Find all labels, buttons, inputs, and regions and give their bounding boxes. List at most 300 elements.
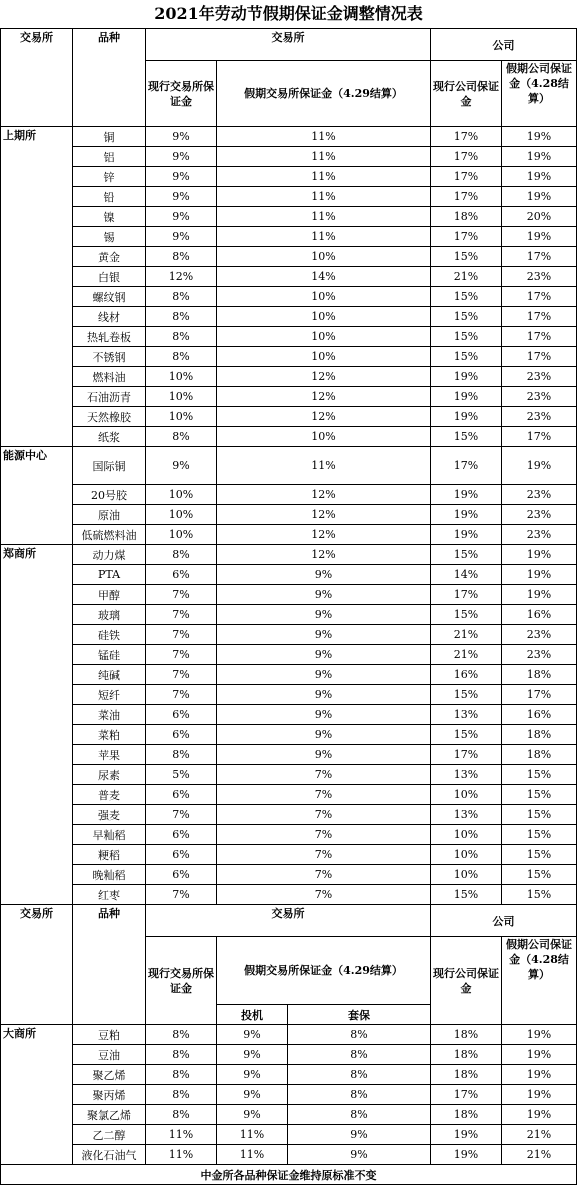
col-header-exchange: 交易所 [1, 905, 73, 1025]
current-company-margin-cell: 17% [431, 447, 502, 485]
current-exchange-margin-cell: 8% [146, 307, 217, 327]
holiday-company-margin-cell: 17% [502, 287, 577, 307]
holiday-company-margin-cell: 19% [502, 447, 577, 485]
holiday-company-margin-cell: 21% [502, 1145, 577, 1165]
holiday-company-margin-cell: 19% [502, 187, 577, 207]
holiday-exchange-margin-cell: 12% [217, 367, 431, 387]
current-exchange-margin-cell: 7% [146, 685, 217, 705]
holiday-hedge-margin-cell: 8% [288, 1105, 431, 1125]
holiday-exchange-margin-cell: 10% [217, 287, 431, 307]
current-company-margin-cell: 15% [431, 885, 502, 905]
holiday-company-margin-cell: 15% [502, 845, 577, 865]
holiday-company-margin-cell: 23% [502, 407, 577, 427]
table-row [1, 427, 577, 447]
holiday-exchange-margin-cell: 11% [217, 127, 431, 147]
holiday-company-margin-cell: 19% [502, 1105, 577, 1125]
variety-cell: 普麦 [73, 785, 146, 805]
table-row [1, 287, 577, 307]
holiday-company-margin-cell: 23% [502, 367, 577, 387]
holiday-speculation-margin-cell: 9% [217, 1045, 288, 1065]
holiday-company-margin-cell: 15% [502, 805, 577, 825]
current-exchange-margin-cell: 6% [146, 845, 217, 865]
variety-cell: 硅铁 [73, 625, 146, 645]
current-company-margin-cell: 18% [431, 207, 502, 227]
current-company-margin-cell: 17% [431, 187, 502, 207]
col-header-exchange: 交易所 [1, 29, 73, 127]
current-exchange-margin-cell: 6% [146, 725, 217, 745]
table-row [1, 387, 577, 407]
margin-table-sheet [0, 28, 577, 1185]
holiday-exchange-margin-cell: 11% [217, 447, 431, 485]
current-company-margin-cell: 18% [431, 1045, 502, 1065]
current-exchange-margin-cell: 10% [146, 485, 217, 505]
variety-cell: 锡 [73, 227, 146, 247]
holiday-company-margin-cell: 19% [502, 1065, 577, 1085]
variety-cell: 镍 [73, 207, 146, 227]
current-exchange-margin-cell: 8% [146, 347, 217, 367]
current-exchange-margin-cell: 9% [146, 447, 217, 485]
current-company-margin-cell: 21% [431, 625, 502, 645]
current-exchange-margin-cell: 8% [146, 427, 217, 447]
current-company-margin-cell: 21% [431, 645, 502, 665]
variety-cell: 苹果 [73, 745, 146, 765]
holiday-company-margin-cell: 19% [502, 147, 577, 167]
holiday-exchange-margin-cell: 9% [217, 665, 431, 685]
holiday-company-margin-cell: 17% [502, 427, 577, 447]
variety-cell: 螺纹钢 [73, 287, 146, 307]
variety-cell: 豆粕 [73, 1025, 146, 1045]
table-row [1, 1105, 577, 1125]
table-row [1, 407, 577, 427]
col-header-exchange-group: 交易所 [146, 29, 431, 61]
current-company-margin-cell: 18% [431, 1025, 502, 1045]
table-row [1, 1045, 577, 1065]
holiday-exchange-margin-cell: 9% [217, 745, 431, 765]
current-company-margin-cell: 17% [431, 745, 502, 765]
current-company-margin-cell: 10% [431, 785, 502, 805]
current-exchange-margin-cell: 8% [146, 545, 217, 565]
holiday-company-margin-cell: 15% [502, 865, 577, 885]
current-exchange-margin-cell: 8% [146, 287, 217, 307]
table-row [1, 845, 577, 865]
table-row [1, 1065, 577, 1085]
variety-cell: 粳稻 [73, 845, 146, 865]
current-company-margin-cell: 17% [431, 585, 502, 605]
variety-cell: 铝 [73, 147, 146, 167]
current-exchange-margin-cell: 8% [146, 1105, 217, 1125]
holiday-company-margin-cell: 23% [502, 387, 577, 407]
holiday-exchange-margin-cell: 7% [217, 785, 431, 805]
col-header-exchange-group: 交易所 [146, 905, 431, 937]
holiday-exchange-margin-cell: 10% [217, 307, 431, 327]
holiday-exchange-margin-cell: 7% [217, 885, 431, 905]
current-exchange-margin-cell: 8% [146, 745, 217, 765]
current-exchange-margin-cell: 10% [146, 367, 217, 387]
table-row [1, 765, 577, 785]
table-row [1, 247, 577, 267]
current-exchange-margin-cell: 8% [146, 1045, 217, 1065]
current-company-margin-cell: 17% [431, 167, 502, 187]
col-header-holiday-company-margin: 假期公司保证金（4.28结算） [502, 937, 577, 1025]
holiday-hedge-margin-cell: 9% [288, 1125, 431, 1145]
holiday-exchange-margin-cell: 7% [217, 865, 431, 885]
col-header-holiday-company-margin: 假期公司保证金（4.28结算） [502, 61, 577, 127]
variety-cell: 动力煤 [73, 545, 146, 565]
current-exchange-margin-cell: 8% [146, 327, 217, 347]
holiday-company-margin-cell: 17% [502, 327, 577, 347]
current-company-margin-cell: 10% [431, 825, 502, 845]
variety-cell: 豆油 [73, 1045, 146, 1065]
holiday-company-margin-cell: 15% [502, 885, 577, 905]
table-row [1, 227, 577, 247]
table-row [1, 147, 577, 167]
current-company-margin-cell: 15% [431, 725, 502, 745]
holiday-speculation-margin-cell: 9% [217, 1065, 288, 1085]
holiday-exchange-margin-cell: 9% [217, 705, 431, 725]
table-row [1, 367, 577, 387]
holiday-exchange-margin-cell: 9% [217, 625, 431, 645]
table-row [1, 307, 577, 327]
current-exchange-margin-cell: 7% [146, 645, 217, 665]
table-row [1, 207, 577, 227]
current-exchange-margin-cell: 9% [146, 167, 217, 187]
holiday-exchange-margin-cell: 12% [217, 525, 431, 545]
variety-cell: 短纤 [73, 685, 146, 705]
col-header-current-company-margin: 现行公司保证金 [431, 937, 502, 1025]
holiday-speculation-margin-cell: 9% [217, 1085, 288, 1105]
holiday-exchange-margin-cell: 10% [217, 327, 431, 347]
variety-cell: 热轧卷板 [73, 327, 146, 347]
holiday-hedge-margin-cell: 8% [288, 1085, 431, 1105]
current-exchange-margin-cell: 11% [146, 1145, 217, 1165]
holiday-exchange-margin-cell: 12% [217, 545, 431, 565]
variety-cell: 石油沥青 [73, 387, 146, 407]
holiday-exchange-margin-cell: 9% [217, 645, 431, 665]
current-company-margin-cell: 13% [431, 705, 502, 725]
table-row [1, 665, 577, 685]
col-header-current-exchange-margin: 现行交易所保证金 [146, 937, 217, 1025]
holiday-exchange-margin-cell: 11% [217, 207, 431, 227]
variety-cell: 燃料油 [73, 367, 146, 387]
table-row [1, 785, 577, 805]
variety-cell: 尿素 [73, 765, 146, 785]
current-exchange-margin-cell: 10% [146, 505, 217, 525]
col-header-company-group: 公司 [431, 29, 577, 61]
holiday-company-margin-cell: 17% [502, 347, 577, 367]
table-row [1, 127, 577, 147]
current-company-margin-cell: 19% [431, 505, 502, 525]
holiday-company-margin-cell: 23% [502, 645, 577, 665]
holiday-company-margin-cell: 23% [502, 267, 577, 287]
current-exchange-margin-cell: 9% [146, 127, 217, 147]
variety-cell: 红枣 [73, 885, 146, 905]
holiday-exchange-margin-cell: 10% [217, 247, 431, 267]
holiday-speculation-margin-cell: 9% [217, 1105, 288, 1125]
table-row [1, 505, 577, 525]
table-row [1, 1145, 577, 1165]
col-header-current-company-margin: 现行公司保证金 [431, 61, 502, 127]
table-row [1, 705, 577, 725]
current-company-margin-cell: 21% [431, 267, 502, 287]
table-row [1, 347, 577, 367]
holiday-company-margin-cell: 17% [502, 247, 577, 267]
current-exchange-margin-cell: 8% [146, 1025, 217, 1045]
current-company-margin-cell: 15% [431, 545, 502, 565]
current-company-margin-cell: 15% [431, 427, 502, 447]
holiday-exchange-margin-cell: 9% [217, 685, 431, 705]
holiday-exchange-margin-cell: 12% [217, 505, 431, 525]
variety-cell: 原油 [73, 505, 146, 525]
current-company-margin-cell: 19% [431, 1145, 502, 1165]
holiday-speculation-margin-cell: 9% [217, 1025, 288, 1045]
holiday-exchange-margin-cell: 7% [217, 805, 431, 825]
holiday-speculation-margin-cell: 11% [217, 1145, 288, 1165]
holiday-company-margin-cell: 18% [502, 665, 577, 685]
current-exchange-margin-cell: 6% [146, 785, 217, 805]
table-row [1, 685, 577, 705]
variety-cell: 甲醇 [73, 585, 146, 605]
current-company-margin-cell: 15% [431, 327, 502, 347]
variety-cell: 不锈钢 [73, 347, 146, 367]
exchange-name: 大商所 [1, 1025, 73, 1165]
table-row [1, 545, 577, 565]
holiday-exchange-margin-cell: 12% [217, 387, 431, 407]
holiday-company-margin-cell: 19% [502, 1085, 577, 1105]
current-company-margin-cell: 19% [431, 1125, 502, 1145]
current-company-margin-cell: 16% [431, 665, 502, 685]
current-company-margin-cell: 19% [431, 485, 502, 505]
variety-cell: 聚丙烯 [73, 1085, 146, 1105]
variety-cell: 线材 [73, 307, 146, 327]
table-row [1, 605, 577, 625]
holiday-company-margin-cell: 19% [502, 167, 577, 187]
holiday-company-margin-cell: 15% [502, 765, 577, 785]
holiday-exchange-margin-cell: 12% [217, 407, 431, 427]
margin-table [0, 28, 577, 1185]
holiday-exchange-margin-cell: 10% [217, 427, 431, 447]
variety-cell: PTA [73, 565, 146, 585]
variety-cell: 强麦 [73, 805, 146, 825]
holiday-exchange-margin-cell: 9% [217, 585, 431, 605]
table-row [1, 187, 577, 207]
current-exchange-margin-cell: 7% [146, 665, 217, 685]
holiday-hedge-margin-cell: 8% [288, 1045, 431, 1065]
table-row [1, 805, 577, 825]
variety-cell: 铅 [73, 187, 146, 207]
holiday-company-margin-cell: 21% [502, 1125, 577, 1145]
holiday-exchange-margin-cell: 11% [217, 167, 431, 187]
variety-cell: 铜 [73, 127, 146, 147]
holiday-company-margin-cell: 19% [502, 1025, 577, 1045]
holiday-company-margin-cell: 23% [502, 505, 577, 525]
current-company-margin-cell: 14% [431, 565, 502, 585]
footer-note: 中金所各品种保证金维持原标准不变 [1, 1165, 577, 1185]
col-header-hedge: 套保 [288, 1005, 431, 1025]
variety-cell: 聚乙烯 [73, 1065, 146, 1085]
current-exchange-margin-cell: 7% [146, 585, 217, 605]
current-exchange-margin-cell: 8% [146, 247, 217, 267]
holiday-company-margin-cell: 19% [502, 565, 577, 585]
holiday-exchange-margin-cell: 9% [217, 565, 431, 585]
holiday-company-margin-cell: 17% [502, 307, 577, 327]
variety-cell: 黄金 [73, 247, 146, 267]
holiday-exchange-margin-cell: 7% [217, 765, 431, 785]
current-exchange-margin-cell: 6% [146, 865, 217, 885]
variety-cell: 晚籼稻 [73, 865, 146, 885]
col-header-variety: 品种 [73, 29, 146, 127]
current-exchange-margin-cell: 7% [146, 805, 217, 825]
table-row [1, 645, 577, 665]
holiday-company-margin-cell: 15% [502, 825, 577, 845]
col-header-speculation: 投机 [217, 1005, 288, 1025]
current-exchange-margin-cell: 9% [146, 187, 217, 207]
current-company-margin-cell: 17% [431, 227, 502, 247]
current-company-margin-cell: 15% [431, 347, 502, 367]
current-company-margin-cell: 15% [431, 605, 502, 625]
variety-cell: 菜油 [73, 705, 146, 725]
variety-cell: 锌 [73, 167, 146, 187]
current-company-margin-cell: 19% [431, 525, 502, 545]
variety-cell: 液化石油气 [73, 1145, 146, 1165]
table-row [1, 267, 577, 287]
variety-cell: 锰硅 [73, 645, 146, 665]
table-row [1, 625, 577, 645]
current-exchange-margin-cell: 9% [146, 207, 217, 227]
current-exchange-margin-cell: 7% [146, 605, 217, 625]
holiday-company-margin-cell: 19% [502, 545, 577, 565]
holiday-company-margin-cell: 16% [502, 605, 577, 625]
current-exchange-margin-cell: 10% [146, 525, 217, 545]
holiday-hedge-margin-cell: 8% [288, 1025, 431, 1045]
holiday-exchange-margin-cell: 11% [217, 227, 431, 247]
holiday-exchange-margin-cell: 11% [217, 147, 431, 167]
current-exchange-margin-cell: 5% [146, 765, 217, 785]
holiday-exchange-margin-cell: 14% [217, 267, 431, 287]
table-row [1, 885, 577, 905]
col-header-company-group: 公司 [431, 905, 577, 937]
holiday-company-margin-cell: 23% [502, 625, 577, 645]
holiday-exchange-margin-cell: 9% [217, 725, 431, 745]
holiday-company-margin-cell: 19% [502, 585, 577, 605]
exchange-name: 郑商所 [1, 545, 73, 905]
holiday-company-margin-cell: 16% [502, 705, 577, 725]
holiday-company-margin-cell: 19% [502, 1045, 577, 1065]
current-company-margin-cell: 19% [431, 387, 502, 407]
variety-cell: 乙二醇 [73, 1125, 146, 1145]
table-row [1, 1085, 577, 1105]
holiday-hedge-margin-cell: 9% [288, 1145, 431, 1165]
current-company-margin-cell: 10% [431, 845, 502, 865]
current-exchange-margin-cell: 7% [146, 885, 217, 905]
holiday-exchange-margin-cell: 7% [217, 825, 431, 845]
current-company-margin-cell: 19% [431, 367, 502, 387]
col-header-holiday-exchange-margin: 假期交易所保证金（4.29结算） [217, 937, 431, 1005]
current-company-margin-cell: 15% [431, 247, 502, 267]
holiday-company-margin-cell: 19% [502, 227, 577, 247]
table-row [1, 725, 577, 745]
page-title: 2021年劳动节假期保证金调整情况表 [154, 4, 423, 23]
holiday-company-margin-cell: 18% [502, 745, 577, 765]
current-exchange-margin-cell: 9% [146, 227, 217, 247]
holiday-company-margin-cell: 20% [502, 207, 577, 227]
variety-cell: 国际铜 [73, 447, 146, 485]
table-row [1, 525, 577, 545]
current-company-margin-cell: 17% [431, 127, 502, 147]
current-exchange-margin-cell: 11% [146, 1125, 217, 1145]
current-company-margin-cell: 18% [431, 1065, 502, 1085]
current-exchange-margin-cell: 8% [146, 1065, 217, 1085]
variety-cell: 菜粕 [73, 725, 146, 745]
holiday-exchange-margin-cell: 10% [217, 347, 431, 367]
variety-cell: 聚氯乙烯 [73, 1105, 146, 1125]
holiday-hedge-margin-cell: 8% [288, 1065, 431, 1085]
table-row [1, 865, 577, 885]
table-row [1, 167, 577, 187]
holiday-company-margin-cell: 15% [502, 785, 577, 805]
current-exchange-margin-cell: 6% [146, 705, 217, 725]
holiday-company-margin-cell: 23% [502, 485, 577, 505]
current-exchange-margin-cell: 12% [146, 267, 217, 287]
current-company-margin-cell: 13% [431, 805, 502, 825]
col-header-current-exchange-margin: 现行交易所保证金 [146, 61, 217, 127]
current-company-margin-cell: 15% [431, 685, 502, 705]
current-exchange-margin-cell: 10% [146, 387, 217, 407]
table-row [1, 1125, 577, 1145]
current-exchange-margin-cell: 7% [146, 625, 217, 645]
table-row [1, 485, 577, 505]
holiday-speculation-margin-cell: 11% [217, 1125, 288, 1145]
current-exchange-margin-cell: 9% [146, 147, 217, 167]
holiday-company-margin-cell: 18% [502, 725, 577, 745]
table-row [1, 565, 577, 585]
holiday-exchange-margin-cell: 9% [217, 605, 431, 625]
current-company-margin-cell: 15% [431, 307, 502, 327]
current-company-margin-cell: 17% [431, 1085, 502, 1105]
current-exchange-margin-cell: 8% [146, 1085, 217, 1105]
current-company-margin-cell: 18% [431, 1105, 502, 1125]
current-company-margin-cell: 15% [431, 287, 502, 307]
variety-cell: 玻璃 [73, 605, 146, 625]
holiday-exchange-margin-cell: 12% [217, 485, 431, 505]
variety-cell: 天然橡胶 [73, 407, 146, 427]
holiday-exchange-margin-cell: 11% [217, 187, 431, 207]
current-exchange-margin-cell: 6% [146, 565, 217, 585]
col-header-variety: 品种 [73, 905, 146, 1025]
table-row [1, 447, 577, 485]
current-company-margin-cell: 19% [431, 407, 502, 427]
table-row [1, 585, 577, 605]
current-exchange-margin-cell: 6% [146, 825, 217, 845]
table-row [1, 327, 577, 347]
variety-cell: 纸浆 [73, 427, 146, 447]
holiday-company-margin-cell: 19% [502, 127, 577, 147]
current-company-margin-cell: 13% [431, 765, 502, 785]
current-company-margin-cell: 10% [431, 865, 502, 885]
exchange-name: 上期所 [1, 127, 73, 447]
current-exchange-margin-cell: 10% [146, 407, 217, 427]
variety-cell: 纯碱 [73, 665, 146, 685]
variety-cell: 20号胶 [73, 485, 146, 505]
col-header-holiday-exchange-margin: 假期交易所保证金（4.29结算） [217, 61, 431, 127]
variety-cell: 早籼稻 [73, 825, 146, 845]
holiday-company-margin-cell: 17% [502, 685, 577, 705]
table-row [1, 745, 577, 765]
exchange-name: 能源中心 [1, 447, 73, 545]
variety-cell: 低硫燃料油 [73, 525, 146, 545]
table-row [1, 825, 577, 845]
variety-cell: 白银 [73, 267, 146, 287]
current-company-margin-cell: 17% [431, 147, 502, 167]
